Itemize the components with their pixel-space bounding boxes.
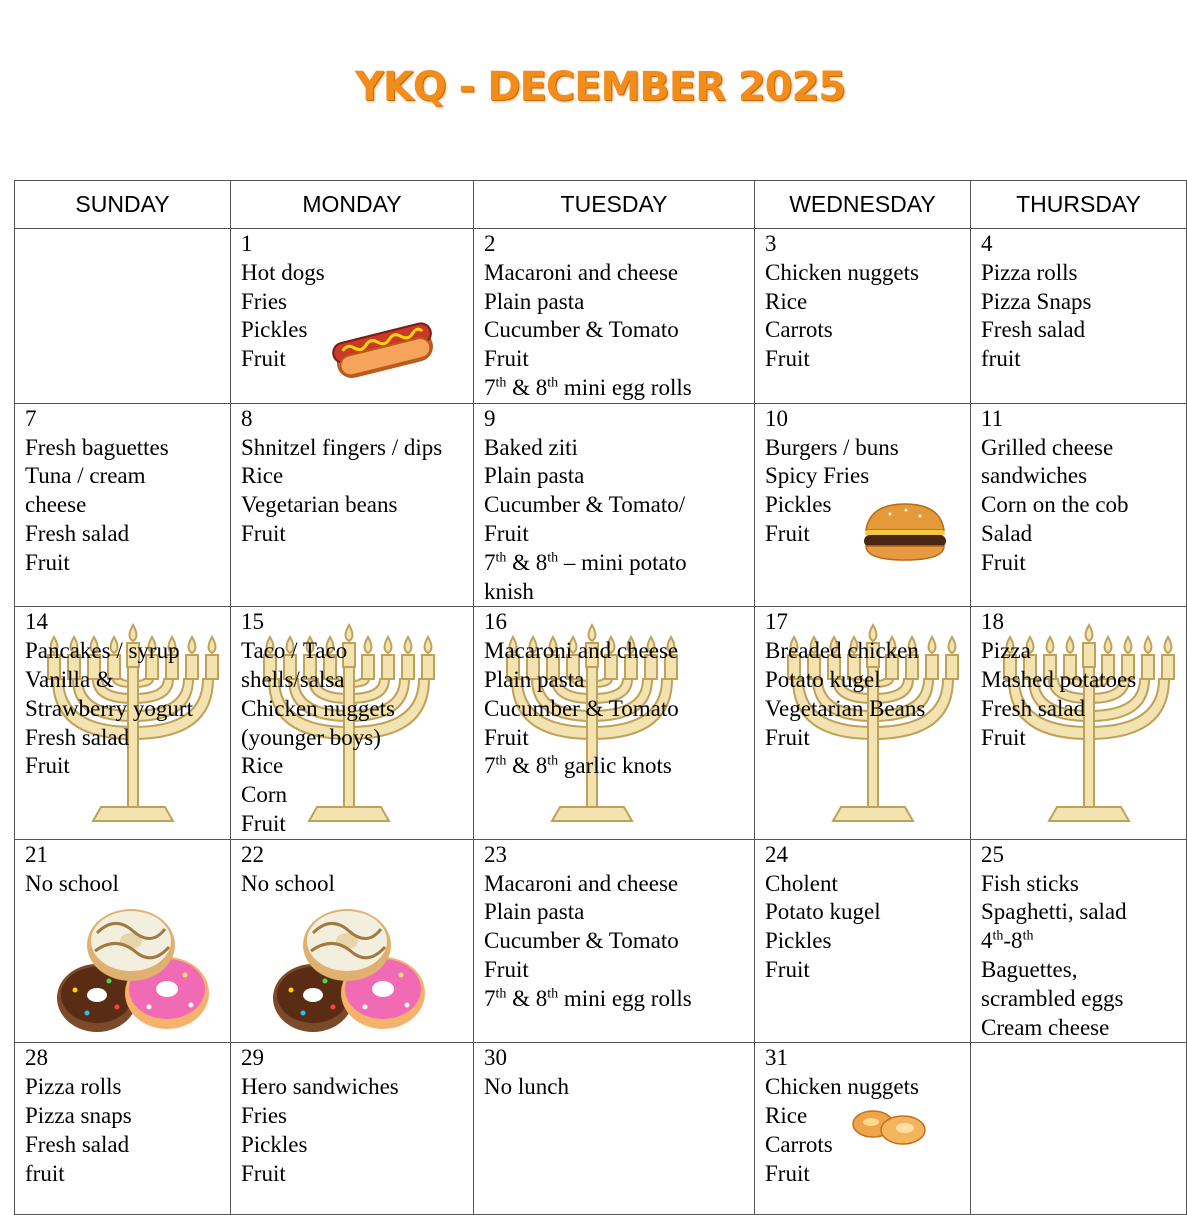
menu-item [484,985,744,1014]
menu-item: Macaroni and cheese [484,870,679,896]
menu-item: Fresh baguettes [25,434,169,460]
menu-item: Fruit [241,346,286,372]
ordinal-suffix: th [992,928,1004,944]
header-thursday: THURSDAY [971,181,1187,229]
menu-item: Fruit [981,549,1026,575]
menu-item: knish [484,578,534,604]
menu-item: Fresh salad [981,695,1086,721]
donuts-icon [241,895,431,1043]
ordinal-suffix: th [495,986,507,1002]
menu-item: Pizza Snaps [981,288,1092,314]
menu-item: Fruit [765,520,810,546]
menu-item: Taco / Taco [241,638,348,664]
week-row [15,1043,1187,1215]
menu-item: Mashed potatoes [981,666,1137,692]
date-number: 25 [981,841,1004,867]
menu-item: Fruit [484,346,529,372]
menu-item: sandwiches [981,463,1088,489]
menu-item: Macaroni and cheese [484,638,679,664]
menu-item: Fruit [484,520,529,546]
day-cell-sunday [15,229,231,404]
day-cell-monday [231,607,474,839]
date-number: 10 [765,405,788,431]
menu-item: Plain pasta [484,288,585,314]
header-sunday: SUNDAY [15,181,231,229]
menu-item: Vegetarian beans [241,492,398,518]
menu-item-part: 7 [484,753,496,779]
menu-item [484,374,744,403]
date-number: 14 [25,609,48,635]
menu-item: Plain pasta [484,899,585,925]
date-number: 2 [484,231,496,256]
menu-item: Rice [241,753,284,779]
menu-item-part: mini egg rolls [558,374,692,400]
day-cell-tuesday [474,229,755,404]
day-cell-tuesday [474,403,755,607]
date-number: 7 [25,405,37,431]
ordinal-suffix: th [495,753,507,769]
menu-item: Grilled cheese [981,434,1114,460]
ordinal-suffix: th [495,550,507,566]
menu-item: Fruit [241,1160,286,1186]
menu-item: Vegetarian Beans [765,695,926,721]
ordinal-suffix: th [547,986,559,1002]
date-number: 4 [981,231,993,256]
burger-icon [860,500,950,574]
day-cell-thursday [971,229,1187,404]
date-number: 30 [484,1045,507,1071]
menu-item: Cucumber & Tomato [484,317,679,343]
menu-item: Fruit [981,724,1026,750]
date-number: 29 [241,1045,264,1071]
menu-item: Fruit [25,549,70,575]
menu-item-part: mini egg rolls [558,985,692,1011]
date-number: 28 [25,1045,48,1071]
menu-item: Hot dogs [241,259,325,285]
menu-item-part: -8 [1003,928,1023,954]
menu-item: Cholent [765,870,838,896]
menu-item: No school [25,870,119,896]
menu-item: Fruit [765,346,810,372]
menu-item: Corn on the cob [981,492,1129,518]
hotdog-icon [331,313,435,389]
menu-item [484,752,744,781]
menu-item: Pizza [981,638,1031,664]
date-number: 17 [765,609,788,635]
menu-item: Carrots [765,1131,833,1157]
date-number: 24 [765,841,788,867]
header-tuesday: TUESDAY [474,181,755,229]
menu-item: Pancakes / syrup [25,638,180,664]
menu-item: Shnitzel fingers / dips [241,434,443,460]
menu-item: Fruit [484,724,529,750]
menu-item: Chicken nuggets [765,259,919,285]
date-number: 21 [25,841,48,867]
nuggets-icon [851,1106,927,1156]
date-number: 23 [484,841,507,867]
menu-item: cheese [25,492,87,518]
menu-item: Fresh salad [25,520,130,546]
menu-item: Breaded chicken [765,638,919,664]
menu-item: Pickles [241,1131,308,1157]
menu-item: Pickles [241,317,308,343]
date-number: 16 [484,609,507,635]
menu-item: Potato kugel [765,899,881,925]
week-row [15,607,1187,839]
week-row [15,229,1187,404]
menu-item: Baked ziti [484,434,578,460]
menu-item: Plain pasta [484,463,585,489]
menu-item: Fruit [241,810,286,836]
menu-item: Fruit [765,1160,810,1186]
menu-item: Fresh salad [981,317,1086,343]
menu-item: Fruit [25,753,70,779]
day-cell-wednesday [755,839,971,1043]
menu-item-part: 7 [484,549,496,575]
menu-item: No lunch [484,1074,569,1100]
menu-item: Plain pasta [484,666,585,692]
weekday-header-row [15,181,1187,229]
menu-item: Cucumber & Tomato/ [484,492,686,518]
day-cell-wednesday [755,1043,971,1215]
date-number: 22 [241,841,264,867]
menu-item-part: & 8 [506,985,548,1011]
day-cell-sunday [15,607,231,839]
ordinal-suffix: th [547,753,559,769]
menu-item-part: 7 [484,374,496,400]
menu-item [484,549,744,578]
menu-item: Rice [765,288,808,314]
day-cell-sunday [15,403,231,607]
day-cell-wednesday [755,607,971,839]
date-number: 11 [981,405,1004,431]
menu-item: Cucumber & Tomato [484,928,679,954]
menu-item: fruit [981,346,1021,372]
menu-item: No school [241,870,335,896]
menu-item: Carrots [765,317,833,343]
menu-item: Fish sticks [981,870,1079,896]
page-title: YKQ - DECEMBER 2025 [354,64,846,110]
menu-item: Hero sandwiches [241,1074,399,1100]
week-row [15,403,1187,607]
menu-item: Chicken nuggets [241,695,395,721]
menu-item: Potato kugel [765,666,881,692]
menu-item-part: 4 [981,928,993,954]
date-number: 3 [765,231,777,256]
menu-item: Cream cheese [981,1014,1110,1040]
menu-item: (younger boys) [241,724,381,750]
date-number: 31 [765,1045,788,1071]
menu-item-part: – mini potato [558,549,687,575]
menu-item: Macaroni and cheese [484,259,679,285]
menu-item: shells/salsa [241,666,345,692]
date-number: 1 [241,231,253,256]
day-cell-monday [231,229,474,404]
menu-item-part: & 8 [506,374,548,400]
day-cell-thursday [971,607,1187,839]
day-cell-sunday [15,1043,231,1215]
menu-item: Fruit [484,956,529,982]
day-cell-monday [231,839,474,1043]
menu-item: Burgers / buns [765,434,899,460]
day-cell-wednesday [755,229,971,404]
menu-item: Fries [241,288,287,314]
day-cell-tuesday [474,607,755,839]
date-number: 9 [484,405,496,431]
day-cell-thursday [971,1043,1187,1215]
menu-item-part: & 8 [506,753,548,779]
menu-item: Fresh salad [25,724,130,750]
ordinal-suffix: th [495,375,507,391]
menu-item: Salad [981,520,1033,546]
donuts-icon [25,895,215,1043]
menu-item [981,927,1176,956]
day-cell-monday [231,403,474,607]
day-cell-monday [231,1043,474,1215]
menu-item: Fries [241,1102,287,1128]
menu-item: Pickles [765,492,832,518]
menu-item: Pizza snaps [25,1102,132,1128]
menu-item: Pizza rolls [25,1074,122,1100]
menu-item: Strawberry yogurt [25,695,193,721]
ordinal-suffix: th [547,550,559,566]
menu-item: scrambled eggs [981,985,1124,1011]
menu-item: fruit [25,1160,65,1186]
date-number: 8 [241,405,253,431]
day-cell-tuesday [474,1043,755,1215]
menu-item: Spaghetti, salad [981,899,1127,925]
day-cell-sunday [15,839,231,1043]
day-cell-tuesday [474,839,755,1043]
menu-item: Fruit [241,520,286,546]
ordinal-suffix: th [1022,928,1034,944]
menu-item-part: 7 [484,985,496,1011]
menu-item: Fresh salad [25,1131,130,1157]
day-cell-wednesday [755,403,971,607]
menu-item: Fruit [765,956,810,982]
header-monday: MONDAY [231,181,474,229]
menu-item: Tuna / cream [25,463,146,489]
day-cell-thursday [971,839,1187,1043]
menu-item: Baguettes, [981,956,1078,982]
menu-item-part: garlic knots [558,753,672,779]
menu-item: Chicken nuggets [765,1074,919,1100]
menu-item: Pizza rolls [981,259,1078,285]
header-wednesday: WEDNESDAY [755,181,971,229]
menu-item: Fruit [765,724,810,750]
date-number: 15 [241,609,264,635]
ordinal-suffix: th [547,375,559,391]
menu-item-part: & 8 [506,549,548,575]
menu-item: Rice [241,463,284,489]
menu-item: Corn [241,782,287,808]
day-cell-thursday [971,403,1187,607]
menu-item: Spicy Fries [765,463,870,489]
week-row [15,839,1187,1043]
menu-item: Cucumber & Tomato [484,695,679,721]
menu-item: Rice [765,1102,808,1128]
lunch-calendar [14,180,1187,1215]
menu-item: Vanilla & [25,666,114,692]
date-number: 18 [981,609,1004,635]
menu-item: Pickles [765,928,832,954]
